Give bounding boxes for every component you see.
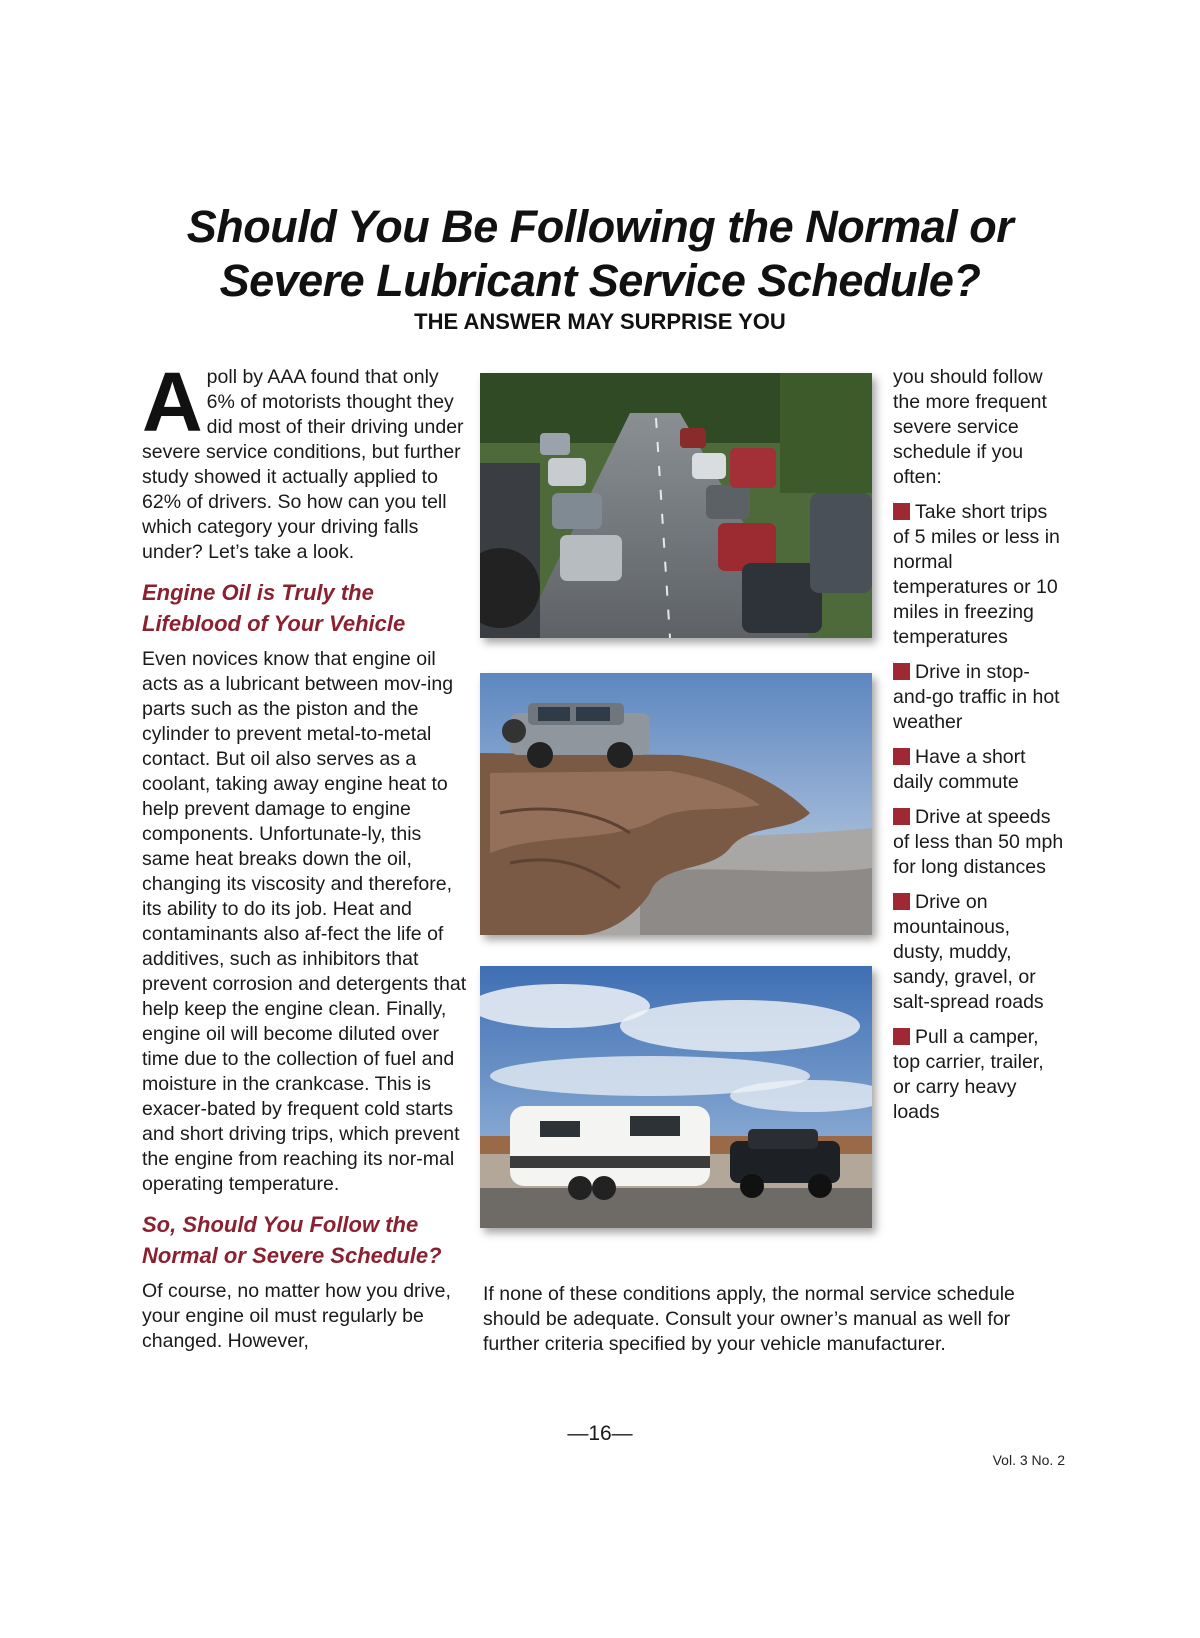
engine-oil-paragraph: Even novices know that engine oil acts as a lubricant between mov-ing parts such as the piston and the cylinder to prevent metal-to-metal contact. But oil also serves as a coolant, taking away engine heat to help prevent damage to engine components. Unfortunate-ly, this same heat breaks down the oil, changing its viscosity and therefore, its ability to do its job. Heat and contaminants also af-fect the life of additives, such as inhibitors that prevent corrosion and detergents that help keep the engine clean. Finally, engine oil will become diluted over time due to the collection of fuel and moisture in the crankcase. This is exacer-bated by frequent cold starts and short driving trips, which prevent the engine from reaching its nor-mal operating temperature. [142,648,467,1195]
camper-trailer-photo [480,966,872,1228]
bullet-item [893,1025,1065,1125]
right-column [893,365,1065,1135]
section-heading-engine-oil: Engine Oil is Truly the Lifeblood of Your Vehicle [142,580,406,636]
intro-text: poll by AAA found that only 6% of motorists thought they did most of their driving under severe service conditions, but further study showed it actually applied to 62% of drivers. So how can you tell which category your driving falls under? Let’s take a look. [142,366,464,563]
suv-cliff-photo [480,673,872,935]
title-line-2: Severe Lubricant Service Schedule? [219,255,981,306]
title-line-1: Should You Be Following the Normal or [186,201,1014,252]
bullet-text: Pull a camper, top carrier, trailer, or carry heavy loads [893,1026,1044,1123]
volume-label: Vol. 3 No. 2 [992,1452,1065,1468]
closing-paragraph: If none of these conditions apply, the normal service schedule should be adequate. Consult your owner’s manual as well for further criteria specified by your vehicle manufacturer. [483,1283,1015,1355]
traffic-jam-image [480,373,872,638]
intro-paragraph [142,355,470,565]
schedule-paragraph: Of course, no matter how you drive, your engine oil must regularly be changed. However, [142,1280,451,1352]
suv-cliff-image [480,673,872,935]
bullet-item [893,805,1065,880]
section-heading-schedule: So, Should You Follow the Normal or Severe Schedule? [142,1212,442,1268]
bullet-item [893,660,1065,735]
right-intro: you should follow the more frequent severe service schedule if you often: [893,366,1047,488]
bullet-text: Have a short daily commute [893,746,1026,793]
bullet-item [893,890,1065,1015]
left-column [142,355,470,1354]
bullet-text: Drive in stop-and-go traffic in hot weather [893,661,1060,733]
article-subtitle: THE ANSWER MAY SURPRISE YOU [414,309,786,334]
camper-trailer-image [480,966,872,1228]
bullet-item [893,500,1065,650]
bullet-text: Drive at speeds of less than 50 mph for long distances [893,806,1064,878]
red-square-bullet-icon [893,663,910,680]
red-square-bullet-icon [893,748,910,765]
red-square-bullet-icon [893,808,910,825]
red-square-bullet-icon [893,503,910,520]
red-square-bullet-icon [893,1028,910,1045]
red-square-bullet-icon [893,893,910,910]
bullet-item [893,745,1065,795]
bullet-text: Drive on mountainous, dusty, muddy, sandy, gravel, or salt-spread roads [893,891,1044,1013]
traffic-jam-photo [480,373,872,638]
page-number: —16— [567,1422,633,1445]
bullet-text: Take short trips of 5 miles or less in normal temperatures or 10 miles in freezing temperatures [893,501,1060,648]
drop-cap: A [142,355,203,449]
article-title [100,200,1100,308]
